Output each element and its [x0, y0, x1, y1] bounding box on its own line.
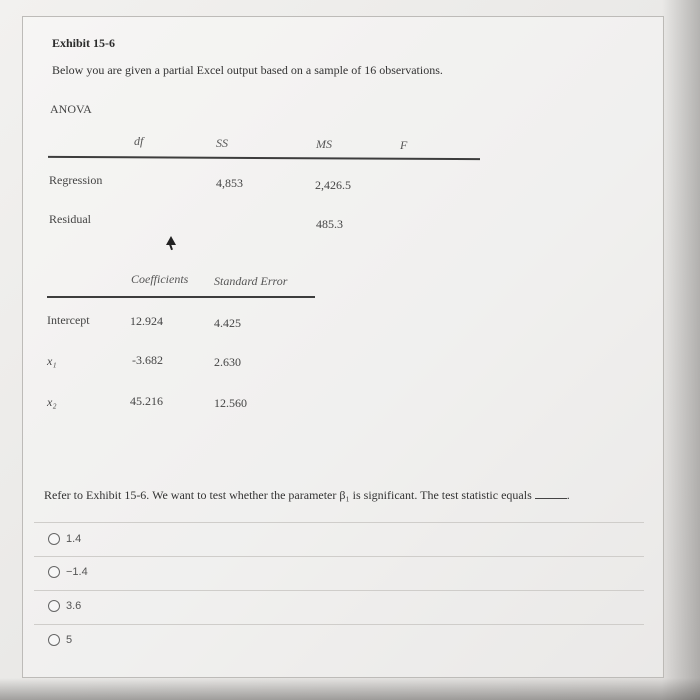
anova-row-label: Residual	[49, 212, 91, 226]
answer-option-3[interactable]	[48, 600, 81, 612]
exhibit-title: Exhibit 15-6	[52, 36, 116, 50]
coef-row-label: Intercept	[47, 313, 90, 327]
photo-bottom-shadow	[0, 678, 700, 700]
anova-regression-ms: 2,426.5	[315, 178, 351, 192]
coef-col-standard-error: Standard Error	[214, 274, 288, 288]
coef-x2-value: 45.216	[130, 394, 163, 408]
anova-residual-ms: 485.3	[316, 217, 343, 231]
radio-button-icon[interactable]	[48, 600, 60, 612]
question-card	[22, 16, 664, 678]
coef-header-rule	[47, 296, 315, 298]
answer-blank	[535, 488, 567, 499]
exhibit-description: Below you are given a partial Excel output based on a sample of 16 observations.	[52, 63, 443, 77]
question-text	[44, 488, 570, 503]
radio-button-icon[interactable]	[48, 566, 60, 578]
divider	[34, 624, 644, 625]
coef-x2-se: 12.560	[214, 396, 247, 410]
question-end: .	[566, 488, 570, 502]
coef-col-coefficients: Coefficients	[131, 272, 189, 286]
anova-col-df: df	[134, 134, 144, 148]
answer-option-label: 3.6	[66, 600, 82, 612]
photo-edge-shadow	[662, 0, 700, 700]
answer-option-label: 1.4	[66, 533, 82, 545]
anova-col-f: F	[400, 138, 408, 152]
answer-option-1[interactable]	[48, 533, 81, 545]
answer-option-4[interactable]	[48, 634, 72, 646]
divider	[34, 590, 644, 591]
coef-x1-value: -3.682	[132, 353, 163, 367]
coef-intercept-se: 4.425	[214, 316, 241, 330]
divider	[34, 522, 644, 523]
anova-col-ss: SS	[216, 136, 228, 150]
anova-heading: ANOVA	[50, 102, 92, 116]
anova-row-label: Regression	[49, 173, 103, 187]
anova-col-ms: MS	[316, 137, 332, 151]
coef-row-label: x₂	[47, 395, 57, 409]
question-prompt: Refer to Exhibit 15-6. We want to test whether the parameter β₁ is significant. The test statistic equals	[44, 488, 532, 502]
coef-row-label: x₁	[47, 354, 57, 368]
answer-option-2[interactable]	[48, 566, 88, 578]
answer-option-label: 5	[66, 634, 73, 646]
radio-button-icon[interactable]	[48, 533, 60, 545]
divider	[34, 556, 644, 557]
radio-button-icon[interactable]	[48, 634, 60, 646]
answer-option-label: −1.4	[66, 566, 88, 578]
coef-x1-se: 2.630	[214, 355, 241, 369]
anova-regression-ss: 4,853	[216, 176, 243, 190]
coef-intercept-value: 12.924	[130, 314, 163, 328]
